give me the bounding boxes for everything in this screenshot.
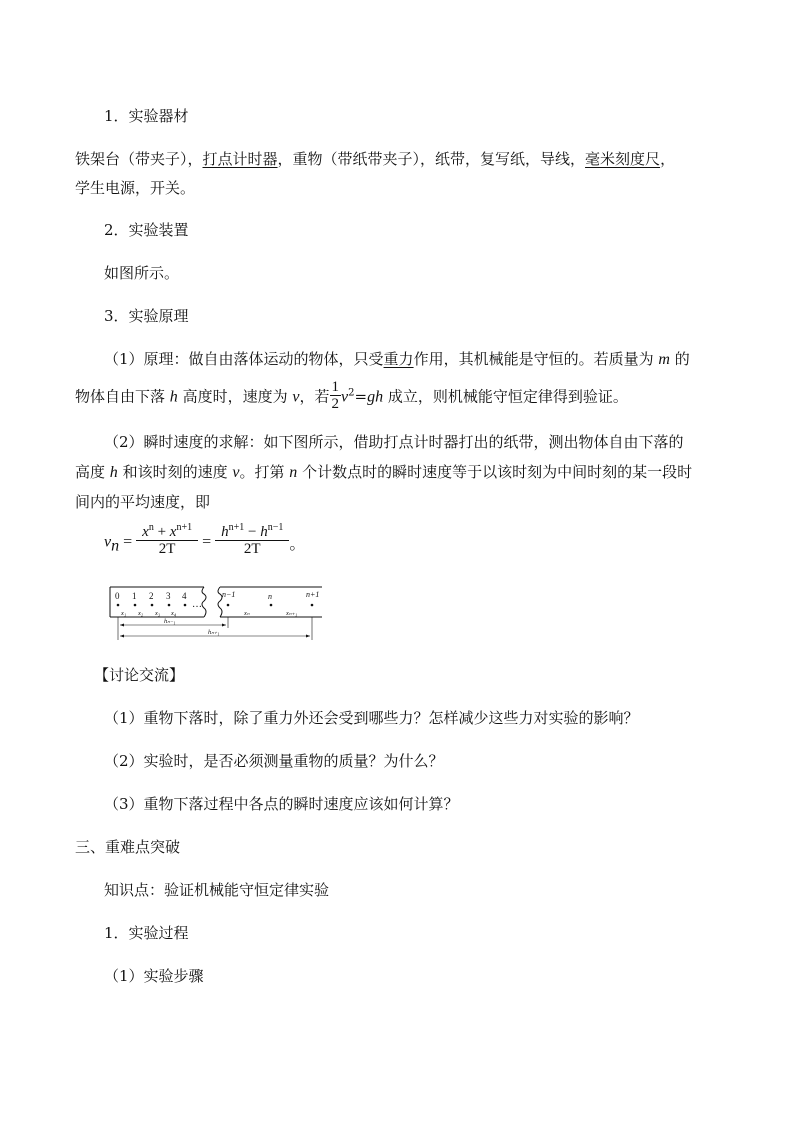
var-x: x — [142, 524, 149, 540]
point-label-4: 4 — [182, 591, 187, 601]
var-h: h — [109, 464, 118, 481]
segment-label-x4: x₄ — [171, 610, 177, 617]
principle-line-2 — [75, 381, 628, 414]
steps-title: （1）实验步骤 — [104, 967, 204, 985]
tape-dot — [227, 604, 230, 607]
var-m: m — [658, 351, 670, 368]
segment-label-xn1: xₙ₊₁ — [286, 610, 298, 617]
text: ，若 — [299, 387, 330, 406]
var-h: h — [260, 524, 268, 540]
frac-den: 2T — [158, 541, 176, 557]
section-title-equipment: 1．实验器材 — [104, 107, 189, 125]
frac-num: 1 — [331, 379, 339, 395]
part-three-title: 三、重难点突破 — [75, 838, 181, 856]
text: 的 — [674, 350, 690, 368]
process-title: 1．实验过程 — [104, 924, 189, 942]
var-v: v — [292, 388, 300, 406]
fraction-one-half — [330, 379, 342, 412]
var-h: h — [221, 524, 229, 540]
frac-den: 2 — [331, 396, 339, 412]
apparatus-text: 如图所示。 — [104, 264, 180, 282]
superscript: n−1 — [267, 522, 284, 533]
equals-sign: = — [202, 533, 212, 551]
point-label-3: 3 — [166, 591, 171, 601]
var-v: v — [104, 533, 112, 551]
dimension-label-h-n-minus-1: hₙ₋₁ — [164, 618, 176, 625]
minus-sign: − — [248, 524, 257, 540]
discussion-question-1: （1）重物下落时，除了重力外还会受到哪些力？怎样减少这些力对实验的影响？ — [104, 709, 639, 727]
arrowhead — [306, 635, 310, 638]
tape-dot — [184, 604, 187, 607]
point-label-0: 0 — [115, 591, 120, 601]
var-gh: gh — [367, 388, 384, 406]
velocity-line-2 — [75, 462, 692, 483]
dimension-label-h-n-plus-1: hₙ₊₁ — [208, 629, 220, 636]
var-x: x — [169, 524, 177, 540]
period: 。 — [289, 536, 306, 553]
equals-sign: = — [354, 387, 368, 406]
fraction-x — [136, 524, 198, 557]
section-title-apparatus: 2．实验装置 — [104, 221, 189, 239]
frac-den: 2T — [243, 541, 261, 557]
text: 高度 — [75, 463, 106, 481]
text: 个计数点时的瞬时速度等于以该时刻为中间时刻的某一段时 — [302, 463, 693, 481]
frac-num — [215, 524, 289, 541]
discussion-question-3: （3）重物下落过程中各点的瞬时速度应该如何计算？ — [104, 795, 459, 813]
velocity-line-1: （2）瞬时速度的求解：如下图所示，借助打点计时器打出的纸带，测出物体自由下落的 — [104, 433, 684, 451]
var-h: h — [169, 388, 178, 406]
knowledge-point: 知识点：验证机械能守恒定律实验 — [104, 881, 330, 899]
tape-dot — [270, 604, 273, 607]
text: 。打第 — [239, 463, 285, 481]
superscript: n — [148, 522, 154, 533]
discussion-title: 【讨论交流】 — [94, 666, 185, 684]
paper-tape-figure — [108, 584, 324, 642]
tape-dot — [168, 604, 171, 607]
text: ， — [660, 150, 676, 168]
segment-label-x3: x₃ — [155, 610, 161, 617]
point-label-n: n — [268, 592, 272, 601]
section-title-principle: 3．实验原理 — [104, 307, 189, 325]
point-label-2: 2 — [149, 591, 154, 601]
superscript: n+1 — [176, 522, 193, 533]
discussion-question-2: （2）实验时，是否必须测量重物的质量？为什么？ — [104, 752, 444, 770]
underlined-term-ruler: 毫米刻度尺 — [585, 150, 661, 168]
plus-sign: + — [157, 524, 167, 540]
superscript: 2 — [348, 387, 355, 399]
tape-dot — [311, 604, 314, 607]
equipment-line-1 — [75, 149, 675, 169]
tape-break-left — [202, 587, 206, 617]
var-v: v — [341, 388, 349, 406]
var-n: n — [289, 464, 298, 481]
text: ，重物（带纸带夹子），纸带，复写纸，导线， — [277, 150, 586, 168]
text: 物体自由下落 — [75, 387, 166, 406]
underlined-term-timer: 打点计时器 — [202, 150, 278, 168]
point-label-n-minus-1: n−1 — [222, 590, 236, 599]
text: 成立，则机械能守恒定律得到验证。 — [387, 387, 628, 406]
tape-dot — [151, 604, 154, 607]
text: 高度时，速度为 — [182, 387, 288, 406]
segment-label-x2: x₂ — [138, 610, 144, 617]
tape-dot — [117, 604, 120, 607]
subscript-n: n — [111, 537, 120, 555]
text: 铁架台（带夹子）， — [75, 150, 203, 168]
velocity-line-3: 间内的平均速度，即 — [75, 493, 211, 511]
underlined-term-gravity: 重力 — [383, 350, 414, 368]
frac-num — [136, 524, 198, 541]
text: 作用，其机械能是守恒的。若质量为 — [413, 350, 654, 368]
arrowhead — [120, 635, 124, 638]
fraction-h — [215, 524, 289, 557]
velocity-formula — [104, 522, 306, 570]
segment-label-x1: x₁ — [121, 610, 127, 617]
equals-sign: = — [123, 533, 133, 551]
superscript: n+1 — [228, 522, 245, 533]
text: （1）原理：做自由落体运动的物体，只受 — [104, 350, 384, 368]
segment-label-xn: xₙ — [244, 610, 250, 617]
point-label-1: 1 — [132, 591, 137, 601]
var-v: v — [232, 464, 240, 481]
principle-line-1 — [104, 349, 690, 370]
ellipsis: … — [192, 599, 202, 610]
equipment-line-2: 学生电源，开关。 — [75, 179, 196, 197]
text: 和该时刻的速度 — [122, 463, 228, 481]
arrowhead — [120, 624, 124, 627]
arrowhead — [222, 624, 226, 627]
point-label-n-plus-1: n+1 — [306, 590, 320, 599]
tape-dot — [134, 604, 137, 607]
